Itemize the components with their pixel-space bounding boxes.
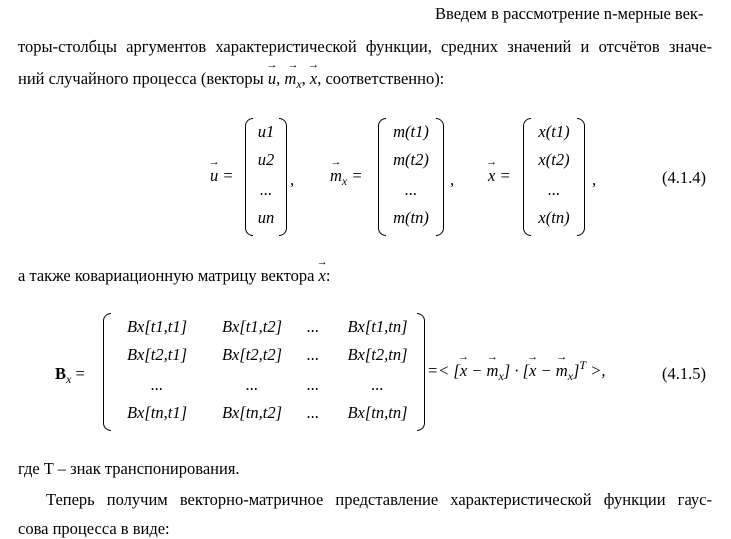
- matrix-cell-3-1: ...: [150, 375, 164, 394]
- matrix-cell-3-2: ...: [245, 375, 259, 394]
- para1-line2: торы-столбцы аргументов характеристической функции, средних значений и отсчётов значе-: [18, 37, 712, 56]
- para1-line1: [435, 4, 703, 24]
- para1-line3-pre: ний случайного процесса (векторы: [18, 69, 264, 88]
- u-elem-2: u2: [257, 150, 275, 169]
- m-elem-1: m(t1): [393, 122, 429, 141]
- vector-m-column: [378, 118, 444, 236]
- matrix-cell-3-3: ...: [306, 375, 320, 394]
- m-elem-4: m(tn): [393, 208, 429, 227]
- transpose-line: где T – знак транспонирования.: [18, 459, 240, 478]
- x-elem-1: x(t1): [538, 122, 570, 141]
- u-elem-4: un: [257, 208, 275, 227]
- covariance-line: а также ковариационную матрицу вектора → x:: [18, 266, 330, 286]
- lhs-u: → u =: [210, 166, 234, 186]
- matrix-cell-2-4: Bx[t2,tn]: [347, 345, 408, 364]
- vector-u-inline: → u: [268, 69, 276, 89]
- equation-number-4-1-5: (4.1.5): [662, 364, 706, 383]
- covariance-matrix: [103, 313, 425, 431]
- matrix-cell-1-1: Bx[t1,t1]: [126, 317, 188, 336]
- matrix-cell-4-4: Bx[tn,tn]: [347, 403, 408, 422]
- matrix-cell-2-1: Bx[t2,t1]: [126, 345, 188, 364]
- matrix-cell-4-1: Bx[tn,t1]: [126, 403, 188, 422]
- m-elem-2: m(t2): [393, 150, 429, 169]
- vector-x-cov: → x: [319, 266, 326, 286]
- matrix-cell-2-3: ...: [306, 345, 320, 364]
- m-elem-3: ...: [404, 180, 418, 199]
- matrix-cell-4-2: Bx[tn,t2]: [221, 403, 283, 422]
- vector-m-inline: → $m_x$: [284, 69, 301, 89]
- x-elem-4: x(tn): [538, 208, 570, 227]
- para1-line3-post: , соответственно):: [317, 69, 445, 88]
- para2-line2: сова процесса в виде:: [18, 519, 170, 538]
- u-elem-3: ...: [259, 180, 273, 199]
- para1-line1-text: Введем в рассмотрение n-мерные век-: [435, 4, 704, 23]
- matrix-cell-3-4: ...: [371, 375, 384, 394]
- para2-line1: Теперь получим векторно-матричное представление характеристической функции гаус-: [46, 490, 712, 509]
- matrix-cell-1-4: Bx[t1,tn]: [347, 317, 408, 336]
- u-elem-1: u1: [257, 122, 275, 141]
- x-elem-3: ...: [547, 180, 561, 199]
- lhs-Bx: $B_x$ =: [55, 364, 85, 386]
- vector-x-inline: → x: [310, 69, 317, 89]
- vector-u-column: [245, 118, 287, 236]
- vector-x-column: [523, 118, 585, 236]
- matrix-cell-1-2: Bx[t1,t2]: [221, 317, 283, 336]
- lhs-m: → $m_x$ =: [330, 166, 363, 186]
- covariance-text: а также ковариационную матрицу вектора: [18, 266, 315, 285]
- matrix-cell-2-2: Bx[t2,t2]: [221, 345, 283, 364]
- para1-line3: ний случайного процесса (векторы → u, → $m_x$, → x, соответственно):: [18, 69, 444, 89]
- expectation-expr: =< [→ x − → $m_x$] · [→ x − → $m_x]^T$ >,: [427, 361, 605, 381]
- matrix-cell-1-3: ...: [306, 317, 320, 336]
- x-elem-2: x(t2): [538, 150, 570, 169]
- equation-number-4-1-4: (4.1.4): [662, 168, 706, 187]
- matrix-cell-4-3: ...: [306, 403, 320, 422]
- lhs-x: → x =: [488, 166, 511, 186]
